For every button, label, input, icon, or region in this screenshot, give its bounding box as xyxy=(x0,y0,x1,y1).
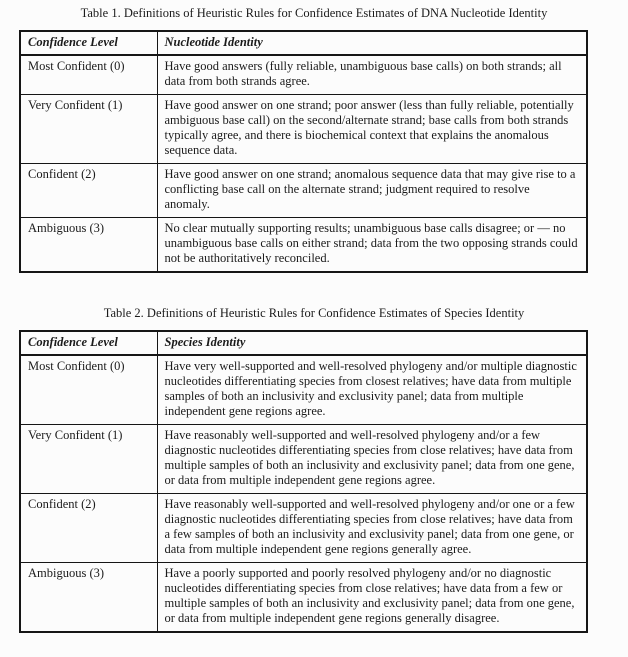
table-row-ambiguous xyxy=(20,218,587,273)
definition-cell: Have good answers (fully reliable, unambiguous base calls) on both strands; all data from both strands agree. xyxy=(157,55,587,95)
table-2-header-row xyxy=(20,331,587,355)
table-1-dna-nucleotide-identity xyxy=(19,30,588,273)
table-row-confident xyxy=(20,494,587,563)
confidence-level-cell: Confident (2) xyxy=(20,494,157,563)
table-2-species-identity xyxy=(19,330,588,633)
table-1-header-confidence-level: Confidence Level xyxy=(20,31,157,55)
confidence-level-cell: Ambiguous (3) xyxy=(20,218,157,273)
definition-cell: Have good answer on one strand; poor answer (less than fully reliable, potentially ambiguous base call) on the second/alternate strand; base calls from both strands typically agree, and there is biochemical context that explains the anomalous sequence data. xyxy=(157,95,587,164)
confidence-level-cell: Most Confident (0) xyxy=(20,355,157,425)
table-1-header-nucleotide-identity: Nucleotide Identity xyxy=(157,31,587,55)
table-1-header-row xyxy=(20,31,587,55)
table-2-header-species-identity: Species Identity xyxy=(157,331,587,355)
table-row-most-confident xyxy=(20,355,587,425)
table-row-most-confident xyxy=(20,55,587,95)
definition-cell: Have a poorly supported and poorly resolved phylogeny and/or no diagnostic nucleotides differentiating species from close relatives; have data from a few or multiple samples of both an inclusivity and exclusivity panel; data from one gene, or data from multiple independent gene regions generally disagree. xyxy=(157,563,587,633)
table-row-very-confident xyxy=(20,425,587,494)
table-1-caption: Table 1. Definitions of Heuristic Rules for Confidence Estimates of DNA Nucleotide Identity xyxy=(80,6,548,20)
confidence-level-cell: Very Confident (1) xyxy=(20,95,157,164)
table-2-caption: Table 2. Definitions of Heuristic Rules for Confidence Estimates of Species Identity xyxy=(103,306,525,320)
confidence-level-cell: Confident (2) xyxy=(20,164,157,218)
table-row-confident xyxy=(20,164,587,218)
table-row-very-confident xyxy=(20,95,587,164)
confidence-level-cell: Ambiguous (3) xyxy=(20,563,157,633)
definition-cell: Have good answer on one strand; anomalous sequence data that may give rise to a conflicting base call on the alternate strand; judgment required to resolve anomaly. xyxy=(157,164,587,218)
table-row-ambiguous xyxy=(20,563,587,633)
definition-cell: Have reasonably well-supported and well-resolved phylogeny and/or one or a few diagnostic nucleotides differentiating species from close relatives; have data from a few samples of both an inclusivity and exclusivity panel; data from one gene, or data from multiple independent gene regions generally agree. xyxy=(157,494,587,563)
confidence-level-cell: Very Confident (1) xyxy=(20,425,157,494)
confidence-level-cell: Most Confident (0) xyxy=(20,55,157,95)
table-2-header-confidence-level: Confidence Level xyxy=(20,331,157,355)
definition-cell: No clear mutually supporting results; unambiguous base calls disagree; or — no unambiguous base calls on either strand; data from the two opposing strands could not be authoritatively reconciled. xyxy=(157,218,587,273)
definition-cell: Have very well-supported and well-resolved phylogeny and/or multiple diagnostic nucleotides differentiating species from closest relatives; have data from multiple samples of both an inclusivity and exclusivity panel; data from multiple independent gene regions agree. xyxy=(157,355,587,425)
definition-cell: Have reasonably well-supported and well-resolved phylogeny and/or a few diagnostic nucleotides differentiating species from close relatives; have data from multiple samples of both an inclusivity and exclusivity panel; data from one gene, or data from multiple independent gene regions agree. xyxy=(157,425,587,494)
